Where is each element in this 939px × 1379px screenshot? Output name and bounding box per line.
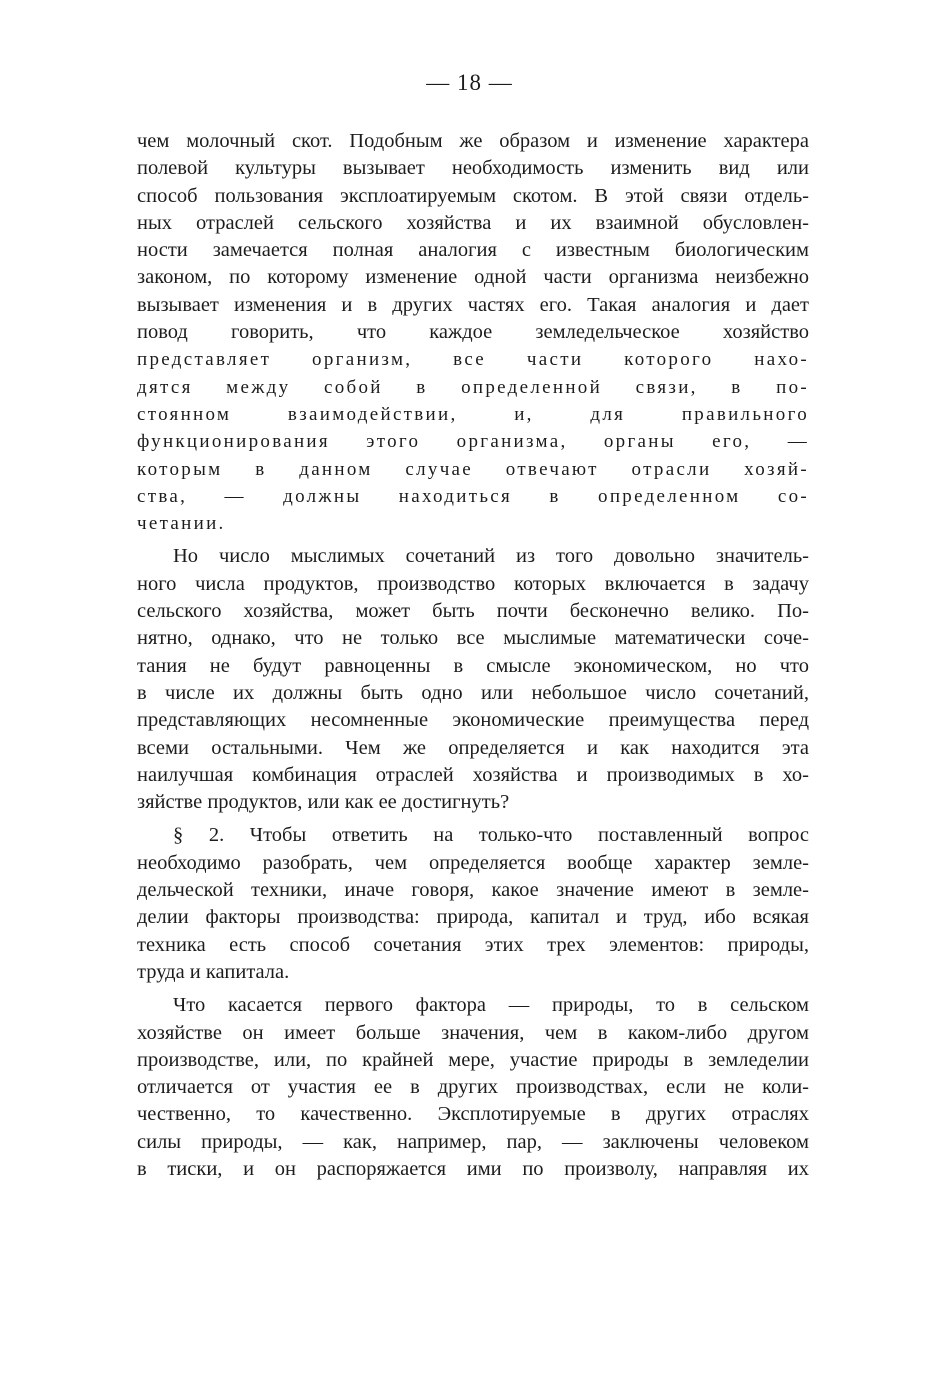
text-line: функционирования этого организма, органы его, — <box>137 431 809 453</box>
text-line: всеми остальными. Чем же определяется и как находится эта <box>137 736 809 759</box>
text-line: ства, — должны находиться в определенном со- <box>137 485 809 507</box>
text-line: сельского хозяйства, может быть почти бесконечно велико. По- <box>137 600 809 623</box>
text-line: ных отраслей сельского хозяйства и их взаимной обусловлен- <box>137 211 809 234</box>
text-line: техника есть способ сочетания этих трех элементов: природы, <box>137 933 809 956</box>
text-line: чем молочный скот. Подобным же образом и изменение характера <box>137 130 809 152</box>
text-line: вызывает изменения и в других частях его. Такая аналогия и дает <box>137 293 809 316</box>
text-line: стоянном взаимодействии, и, для правильного <box>137 403 809 425</box>
text-line: ности замечается полная аналогия с известным биологическим <box>137 239 809 262</box>
text-line: силы природы, — как, например, пар, — заключены человеком <box>137 1130 809 1153</box>
text-line: нятно, однако, что не только все мыслимые математически соче- <box>137 627 809 650</box>
text-line: необходимо разобрать, чем определяется вообще характер земле- <box>137 851 809 874</box>
text-line: Но число мыслимых сочетаний из того довольно значитель- <box>173 545 809 568</box>
text-line: способ пользования эксплоатируемым скотом. В этой связи отдель- <box>137 184 809 207</box>
text-line: дятся между собой в определенной связи, в по- <box>137 376 809 398</box>
text-line: § 2. Чтобы ответить на только-что поставленный вопрос <box>173 824 809 847</box>
text-line: дельческой техники, иначе говоря, какое значение имеют в земле- <box>137 879 809 902</box>
text-line: труда и капитала. <box>137 960 290 983</box>
body-text <box>137 128 809 1183</box>
text-line: наилучшая комбинация отраслей хозяйства и производимых в хо- <box>137 763 809 786</box>
text-line: хозяйстве он имеет больше значения, чем в каком-либо другом <box>137 1021 809 1044</box>
text-line: представляет организм, все части которого нахо- <box>137 349 809 371</box>
text-line: повод говорить, что каждое земледельческое хозяйство <box>137 321 809 344</box>
paragraph <box>137 992 809 1183</box>
text-line: делии факторы производства: природа, капитал и труд, ибо всякая <box>137 906 809 929</box>
text-line: в тиски, и он распоряжается ими по произволу, направляя их <box>137 1157 809 1180</box>
paragraph <box>137 543 809 816</box>
text-line: в числе их должны быть одно или небольшое число сочетаний, <box>137 681 809 704</box>
text-line: Что касается первого фактора — природы, то в сельском <box>173 994 809 1017</box>
text-line: которым в данном случае отвечают отрасли хозяй- <box>137 458 809 480</box>
text-line: чественно, то качественно. Эксплотируемые в других отраслях <box>137 1103 809 1126</box>
text-line: представляющих несомненные экономические преимущества перед <box>137 709 809 732</box>
paragraph <box>137 128 809 537</box>
text-line: тания не будут равноценны в смысле экономическом, но что <box>137 654 809 677</box>
text-line: производстве, или, по крайней мере, участие природы в земледелии <box>137 1048 809 1071</box>
paragraph <box>137 822 809 986</box>
text-line: четании. <box>137 513 226 535</box>
page-number: — 18 — <box>426 70 513 95</box>
text-line: ного числа продуктов, производство которых включается в задачу <box>137 572 809 595</box>
text-line: отличается от участия ее в других производствах, если не коли- <box>137 1076 809 1099</box>
text-line: законом, по которому изменение одной части организма неизбежно <box>137 266 809 289</box>
text-line: полевой культуры вызывает необходимость изменить вид или <box>137 157 809 180</box>
text-line: зяйстве продуктов, или как ее достигнуть? <box>137 791 510 814</box>
